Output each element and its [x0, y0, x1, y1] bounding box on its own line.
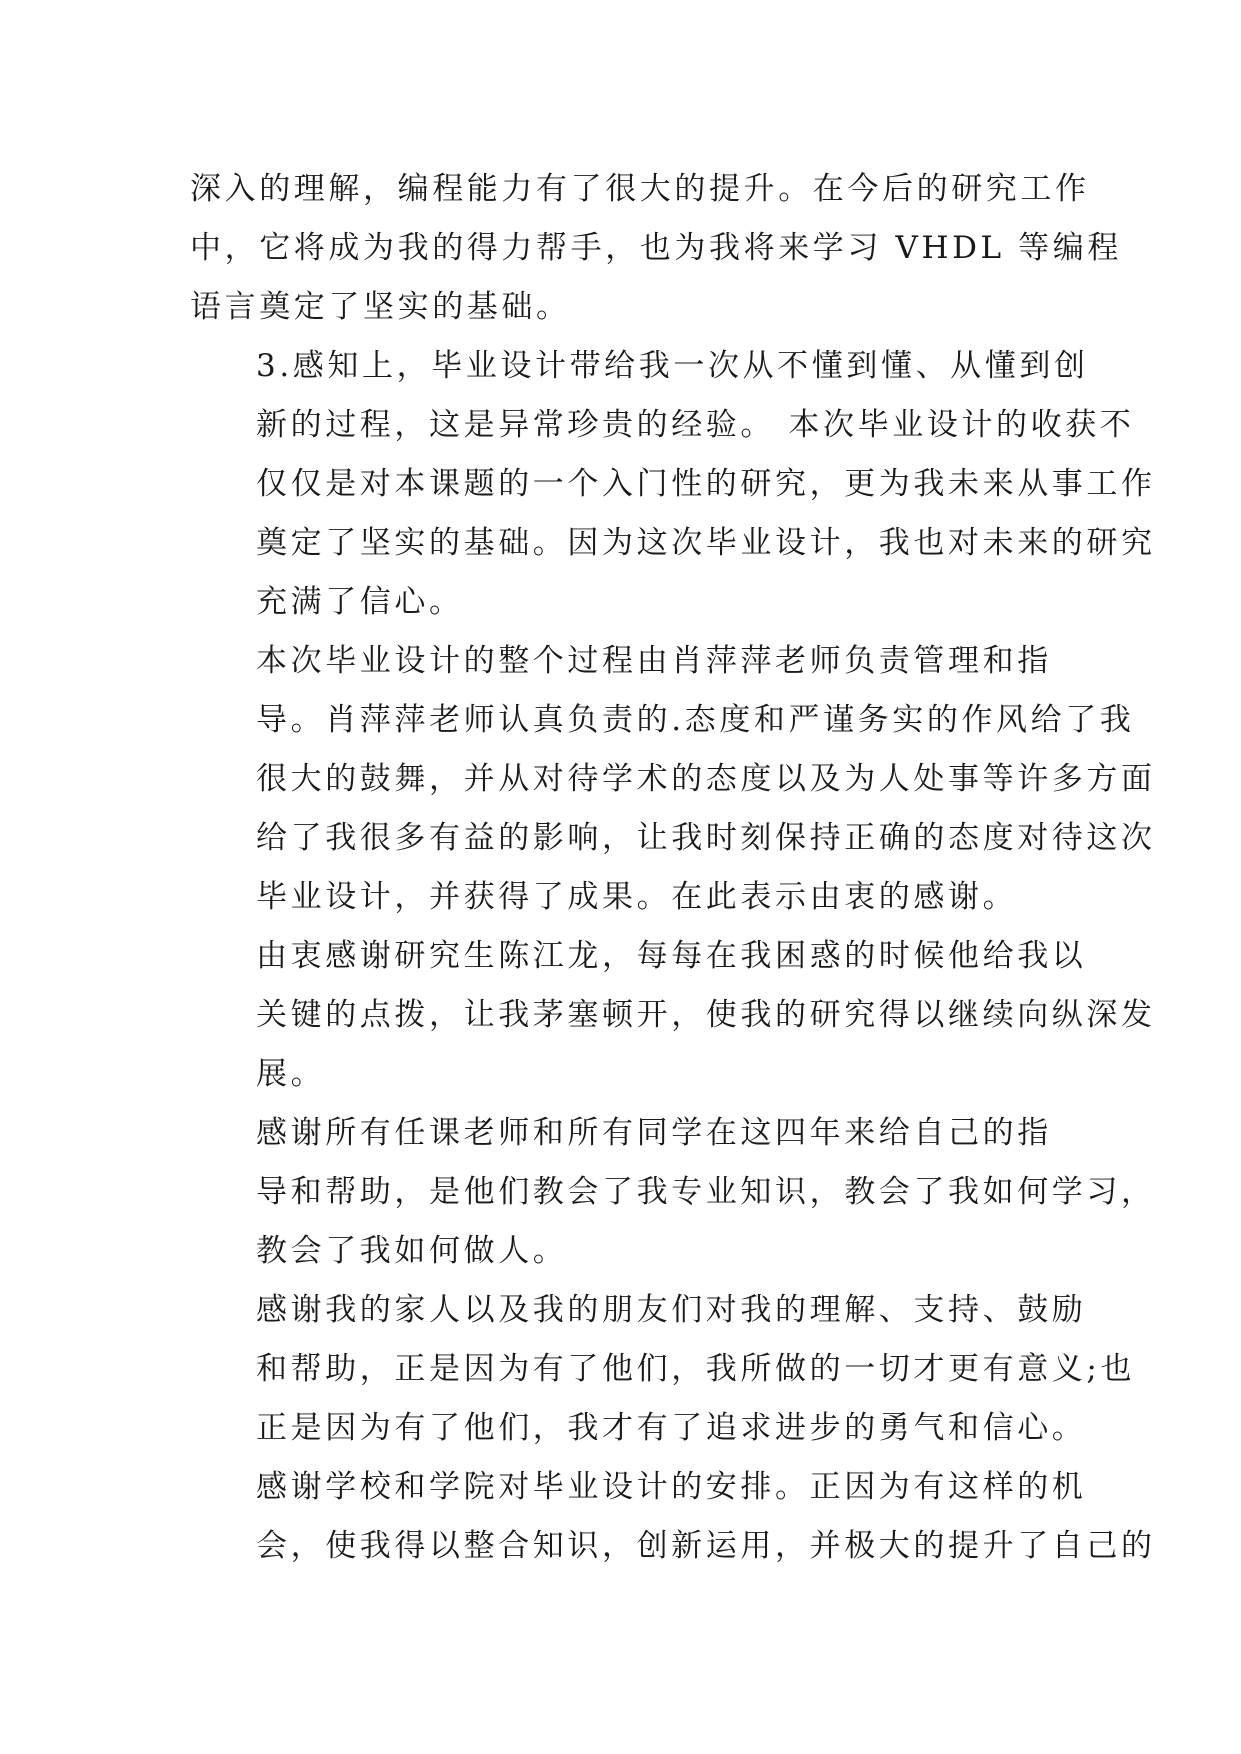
text-line: 感谢我的家人以及我的朋友们对我的理解、支持、鼓励 — [256, 1292, 1087, 1328]
text-line: 正是因为有了他们，我才有了追求进步的勇气和信心。 — [256, 1410, 1087, 1446]
text-line: 仅仅是对本课题的一个入门性的研究，更为我未来从事工作 — [256, 466, 1156, 502]
text-line: 毕业设计，并获得了成果。在此表示由衷的感谢。 — [256, 879, 1018, 915]
text-line: 由衷感谢研究生陈江龙，每每在我困惑的时候他给我以 — [256, 938, 1087, 974]
document-body — [190, 160, 1156, 1576]
text-line: 给了我很多有益的影响，让我时刻保持正确的态度对待这次 — [256, 820, 1156, 856]
paragraph — [190, 1458, 1156, 1576]
text-line: 感谢学校和学院对毕业设计的安排。正因为有这样的机 — [256, 1469, 1087, 1505]
text-line: 奠定了坚实的基础。因为这次毕业设计，我也对未来的研究 — [256, 525, 1156, 561]
text-line: 新的过程，这是异常珍贵的经验。 本次毕业设计的收获不 — [256, 407, 1135, 443]
text-line: 感谢所有任课老师和所有同学在这四年来给自己的指 — [256, 1115, 1052, 1151]
text-line: 充满了信心。 — [256, 584, 464, 620]
text-line: 教会了我如何做人。 — [256, 1233, 568, 1269]
paragraph — [190, 337, 1156, 632]
paragraph — [190, 927, 1156, 1104]
paragraph — [190, 1281, 1136, 1458]
text-line: 导和帮助，是他们教会了我专业知识，教会了我如何学习， — [256, 1174, 1156, 1210]
text-line: 关键的点拨，让我茅塞顿开，使我的研究得以继续向纵深发 — [256, 997, 1156, 1033]
text-line: 会，使我得以整合知识，创新运用，并极大的提升了自己的 — [256, 1528, 1156, 1564]
text-line: 3.感知上，毕业设计带给我一次从不懂到懂、从懂到创 — [256, 348, 1089, 384]
text-line: 导。肖萍萍老师认真负责的.态度和严谨务实的作风给了我 — [256, 702, 1135, 738]
paragraph — [190, 1104, 1156, 1281]
text-line: 语言奠定了坚实的基础。 — [190, 289, 571, 325]
text-line: 和帮助，正是因为有了他们，我所做的一切才更有意义;也 — [256, 1351, 1136, 1387]
text-line: 本次毕业设计的整个过程由肖萍萍老师负责管理和指 — [256, 643, 1052, 679]
text-line: 展。 — [256, 1056, 326, 1092]
paragraph — [190, 632, 1156, 927]
text-line: 中，它将成为我的得力帮手，也为我将来学习 VHDL 等编程 — [190, 230, 1122, 266]
text-line: 很大的鼓舞，并从对待学术的态度以及为人处事等许多方面 — [256, 761, 1156, 797]
paragraph — [190, 160, 1122, 337]
text-line: 深入的理解，编程能力有了很大的提升。在今后的研究工作 — [190, 171, 1090, 207]
